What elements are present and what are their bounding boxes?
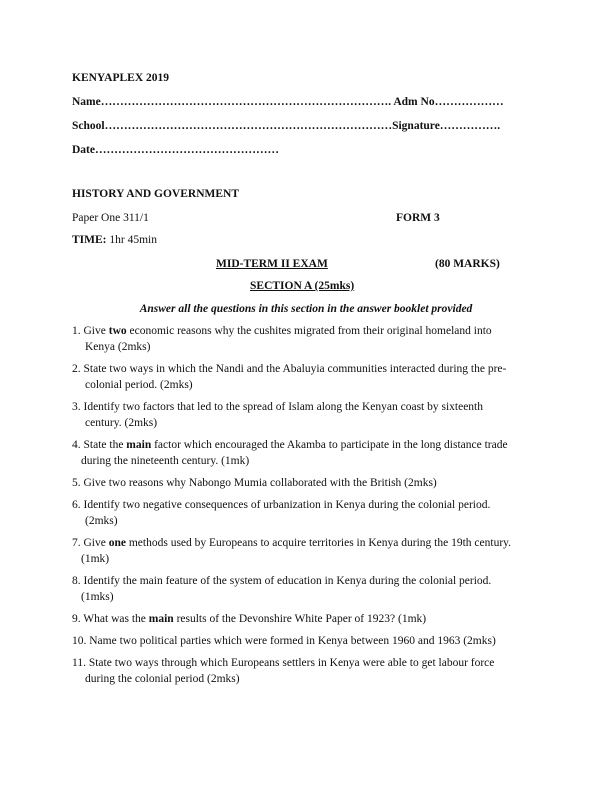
question-item [72,438,542,469]
question-text-part: 7. Give [72,537,109,549]
question-item [72,574,542,605]
question-text-part: results of the Devonshire White Paper of 1923? (1mk) [173,613,427,625]
question-text-part: methods used by Europeans to acquire territories in Kenya during the 19th century. [125,537,512,549]
question-item [72,634,542,650]
question-item [72,498,542,529]
section-instructions: Answer all the questions in this section in the answer booklet provided [139,303,473,315]
question-text [72,575,491,587]
question-text [72,477,437,489]
question-text [72,439,508,451]
question-item [72,324,542,355]
question-continuation: during the nineteenth century. (1mk) [81,454,250,467]
time-line [72,234,157,246]
question-continuation: colonial period. (2mks) [85,378,193,391]
exam-provider-title: KENYAPLEX 2019 [72,72,170,84]
time-value: 1hr 45min [106,234,157,246]
question-text-part: 11. State two ways through which Europeans settlers in Kenya were able to get labour force [72,657,495,669]
question-text-part: 6. Identify two negative consequences of urbanization in Kenya during the colonial period. [72,499,491,511]
question-text-part: economic reasons why the cushites migrated from their original homeland into [126,325,492,337]
question-continuation: (1mks) [81,590,114,603]
question-continuation: (1mk) [81,552,110,565]
question-item [72,476,542,492]
question-item [72,612,542,628]
question-item [72,656,542,687]
question-item [72,362,542,393]
question-text [72,613,426,625]
question-text [72,635,496,647]
section-title: SECTION A (25mks) [250,280,355,292]
question-text-part: 9. What was the [72,613,149,625]
question-text-part: 2. State two ways in which the Nandi and the Abaluyia communities interacted during the pre- [72,363,507,375]
question-continuation: Kenya (2mks) [85,340,151,353]
question-emphasis: main [126,439,152,451]
exam-title: MID-TERM II EXAM [216,258,328,270]
question-item [72,400,542,431]
form-label: FORM 3 [396,212,440,224]
question-text-part: 10. Name two political parties which were formed in Kenya between 1960 and 1963 (2mks) [72,635,496,647]
marks-total: (80 MARKS) [435,258,500,270]
question-text [72,537,511,549]
question-continuation: century. (2mks) [85,416,158,429]
question-text [72,657,494,669]
name-adm-line: Name…………………………………………………………………. Adm No……………… [72,96,504,108]
question-continuation: (2mks) [85,514,118,527]
question-item [72,536,542,567]
question-emphasis: two [108,325,127,337]
question-emphasis: main [148,613,174,625]
school-signature-line: School…………………………………………………………………Signature……………. [72,120,501,132]
question-text [72,499,490,511]
question-text-part: 3. Identify two factors that led to the spread of Islam along the Kenyan coast by sixteenth [72,401,484,413]
question-text-part: 5. Give two reasons why Nabongo Mumia collaborated with the British (2mks) [72,477,437,489]
question-text [72,325,492,337]
subject-title: HISTORY AND GOVERNMENT [72,188,240,200]
question-text-part: 4. State the [72,439,127,451]
question-text [72,363,506,375]
question-text [72,401,483,413]
question-continuation: during the colonial period (2mks) [85,672,240,685]
question-text-part: 1. Give [72,325,109,337]
question-text-part: 8. Identify the main feature of the system of education in Kenya during the colonial period. [72,575,492,587]
question-text-part: factor which encouraged the Akamba to participate in the long distance trade [151,439,508,451]
paper-label: Paper One 311/1 [72,212,149,224]
date-line: Date………………………………………… [72,144,279,156]
question-emphasis: one [108,537,126,549]
time-label: TIME: [72,234,107,246]
